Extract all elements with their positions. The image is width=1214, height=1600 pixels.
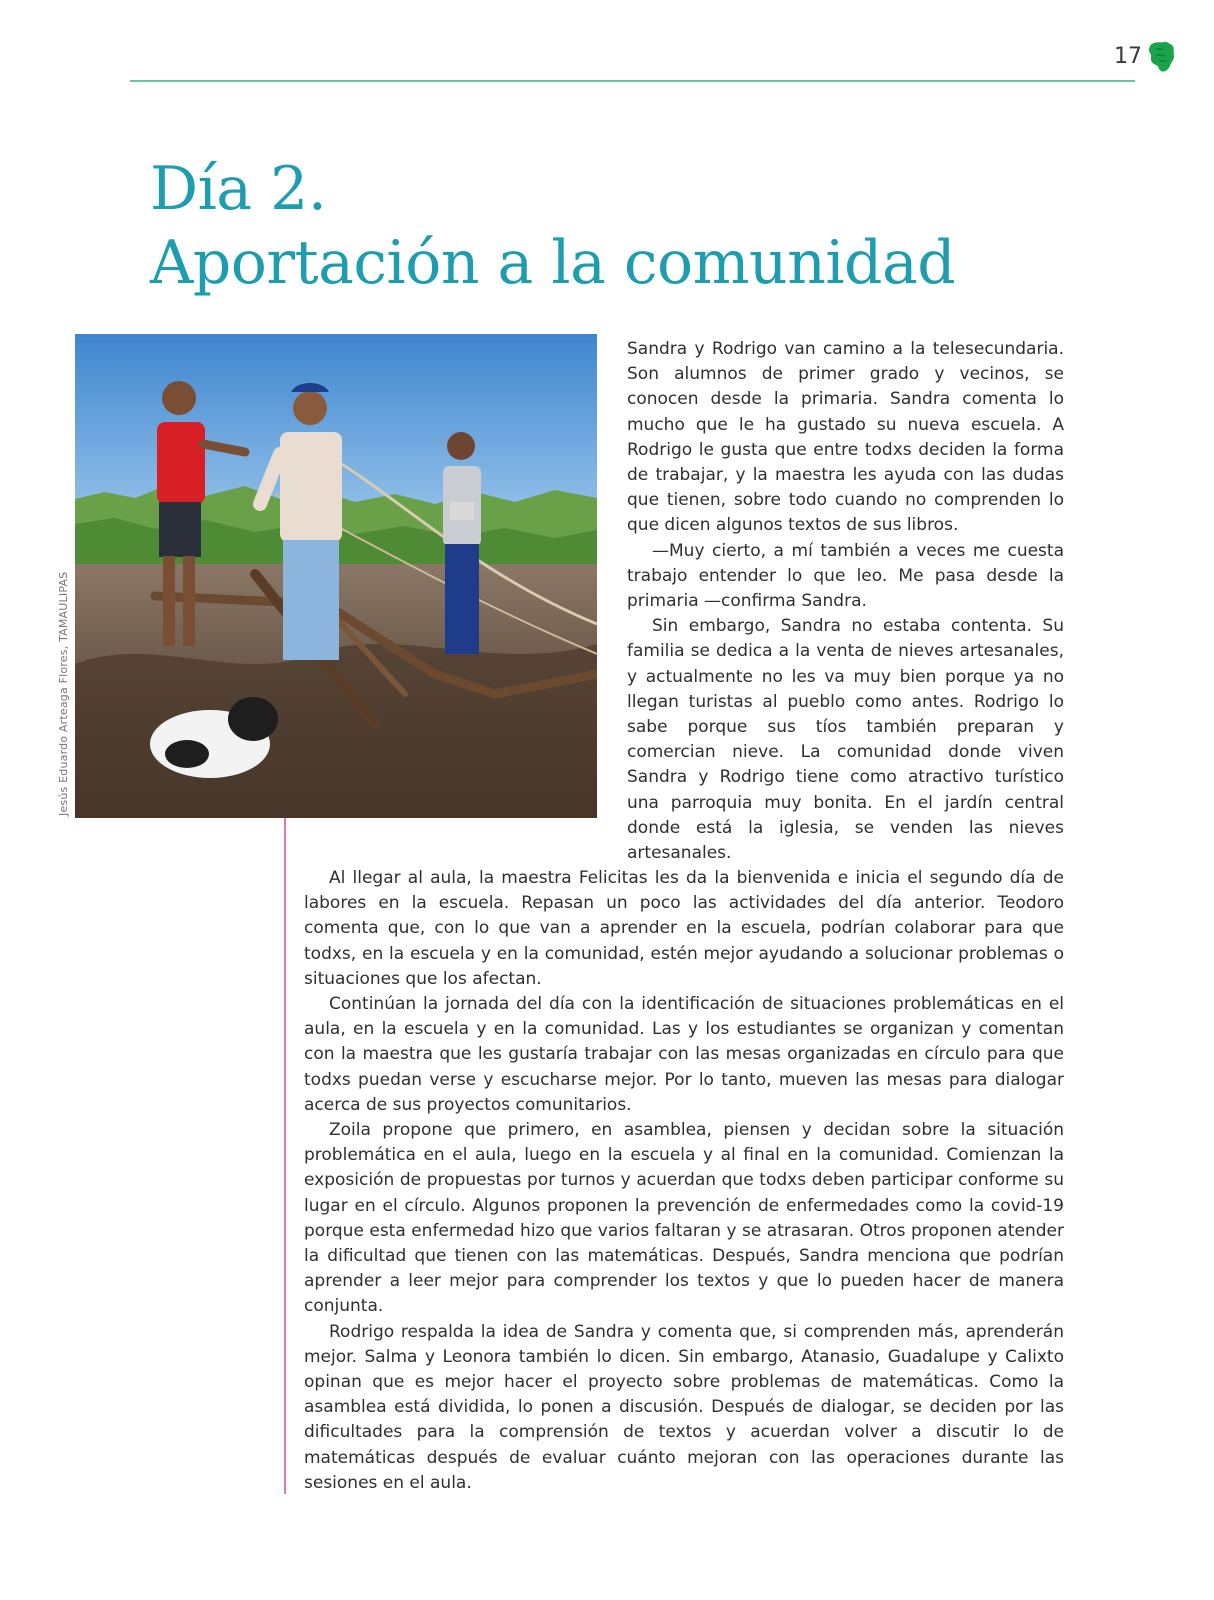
- page-number: 17: [1114, 44, 1142, 69]
- title-subtitle: Aportación a la comunidad: [150, 228, 956, 298]
- field-photo: [75, 334, 597, 818]
- header-rule: [130, 80, 1135, 82]
- margin-rule: [284, 818, 286, 1494]
- paragraph: Rodrigo respalda la idea de Sandra y comenta que, si comprenden más, aprenderán mejor. Salma y Leonora también lo dicen. Sin embargo, Atanasio, Guadalupe y Calixto opinan que es mejor hacer el proyecto sobre problemas de matemáticas. Como la asamblea está dividida, lo ponen a discusión. Después de dialogar, se deciden por las dificultades para la comprensión de textos y acuerdan volver a discutir lo de matemáticas después de evaluar cuánto mejoran con las operaciones durante las sesiones en el aula.: [304, 1321, 1064, 1493]
- photo-illustration: [75, 334, 597, 818]
- title-day: Día 2.: [150, 154, 327, 224]
- text-column-top: [627, 337, 1064, 866]
- section-title: [150, 152, 955, 300]
- photo-credit: Jesús Eduardo Arteaga Flores, TAMAULIPAS: [57, 571, 70, 816]
- paragraph: Continúan la jornada del día con la identificación de situaciones problemáticas en el aula, en la escuela y en la comunidad. Las y los estudiantes se organizan y comentan con la maestra que les gustaría trabajar con las mesas organizadas en círculo para que todxs puedan verse y escucharse mejor. Por lo tanto, mueven las mesas para dialogar acerca de sus proyectos comunitarios.: [304, 994, 1064, 1115]
- paragraph: Sandra y Rodrigo van camino a la telesecundaria. Son alumnos de primer grado y vecinos, se conocen desde la primaria. Sandra comenta lo mucho que le ha gustado su nueva escuela. A Rodrigo le gusta que entre todxs deciden la forma de trabajar, y la maestra les ayuda con las dudas que tienen, sobre todo cuando no comprenden lo que dicen algunos textos de sus libros.: [627, 339, 1064, 536]
- green-map-icon: [1146, 40, 1176, 74]
- text-column-bottom: [304, 866, 1064, 1496]
- paragraph: —Muy cierto, a mí también a veces me cuesta trabajo entender lo que leo. Me pasa desde la primaria —confirma Sandra.: [627, 540, 1064, 612]
- paragraph: Sin embargo, Sandra no estaba contenta. Su familia se dedica a la venta de nieves artesanales, y actualmente no les va muy bien porque ya no llegan turistas al pueblo como antes. Rodrigo lo sabe porque sus tíos también preparan y comercian nieve. La comunidad donde viven Sandra y Rodrigo tiene como atractivo turístico una parroquia muy bonita. En el jardín central donde está la iglesia, se venden las nieves artesanales.: [627, 616, 1064, 864]
- paragraph: Zoila propone que primero, en asamblea, piensen y decidan sobre la situación problemática en el aula, luego en la escuela y al final en la comunidad. Comienzan la exposición de propuestas por turnos y acuerdan que todxs deben participar conforme su lugar en el círculo. Algunos proponen la prevención de enfermedades como la covid-19 porque esta enfermedad hizo que varios faltaran y se atrasaran. Otros proponen atender la dificultad que tienen con las matemáticas. Después, Sandra menciona que podrían aprender a leer mejor para comprender los textos y que lo pueden hacer de manera conjunta.: [304, 1120, 1064, 1317]
- paragraph: Al llegar al aula, la maestra Felicitas les da la bienvenida e inicia el segundo día de labores en la escuela. Repasan un poco las actividades del día anterior. Teodoro comenta que, con lo que van a aprender en la escuela, podrían colaborar para que todxs, en la escuela y en la comunidad, estén mejor ayudando a solucionar problemas o situaciones que los afectan.: [304, 868, 1064, 989]
